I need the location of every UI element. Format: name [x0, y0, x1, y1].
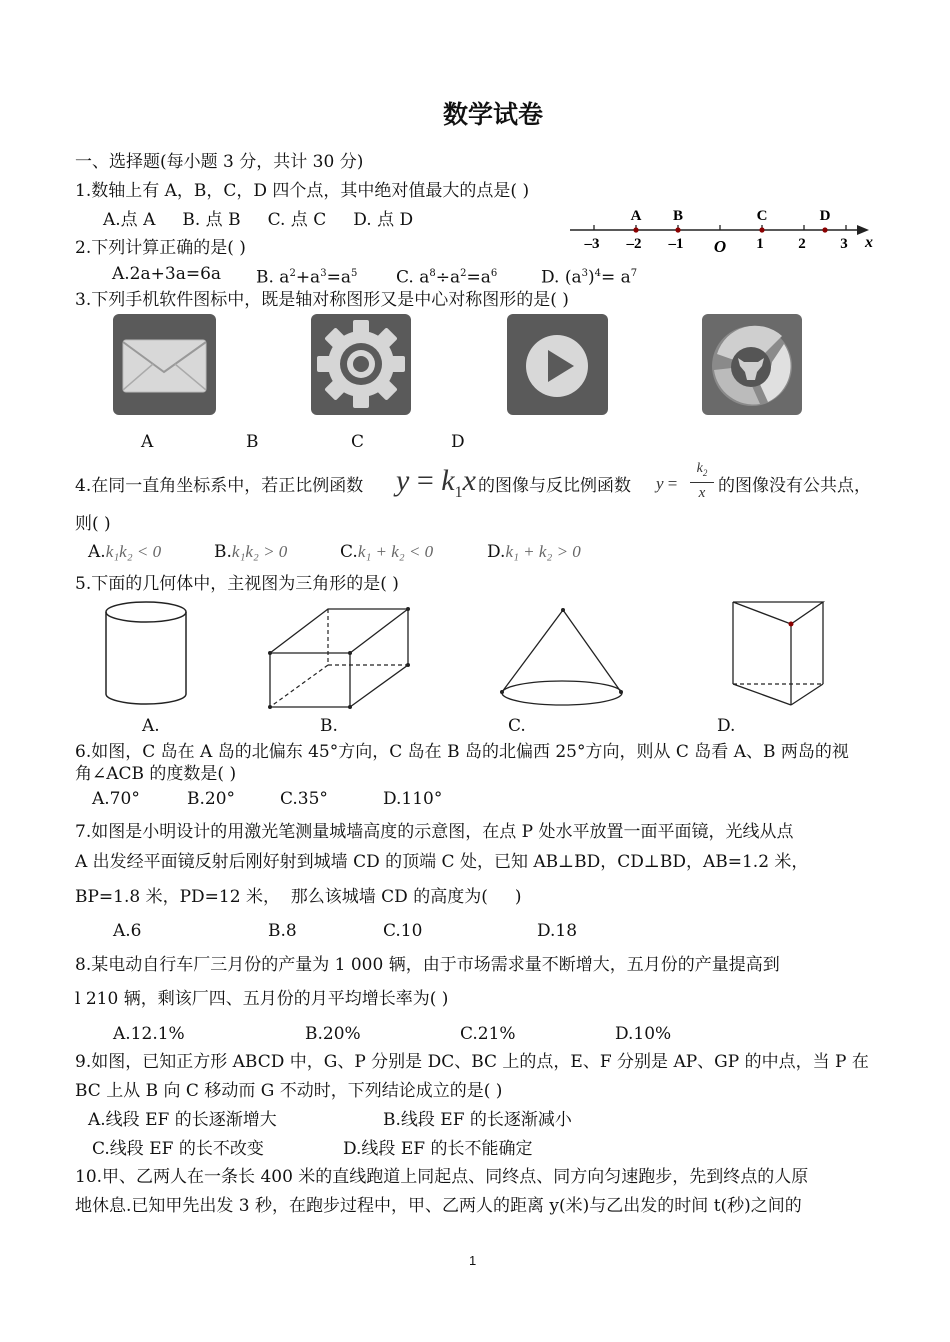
q5-label-c: C. — [508, 716, 526, 736]
q7-option-a: A.6 — [113, 921, 142, 941]
q7-line2: A 出发经平面镜反射后刚好射到城墙 CD 的顶端 C 处，已知 AB⊥BD，CD⊥BD，AB=1.2 米， — [75, 852, 809, 872]
q9-option-c: C.线段 EF 的长不改变 — [92, 1139, 264, 1159]
section-heading: 一、选择题(每小题 3 分，共计 30 分) — [75, 152, 364, 172]
point-b — [675, 227, 680, 232]
q9-option-a: A.线段 EF 的长逐渐增大 — [88, 1110, 277, 1130]
tick-label: 2 — [798, 236, 806, 252]
tick-label: –3 — [584, 236, 600, 252]
point-d — [822, 227, 827, 232]
q2-stem: 2.下列计算正确的是( ) — [75, 238, 246, 258]
q2-option-d: D. $(a^3)^4= a^7$ — [541, 267, 638, 288]
triangular-prism-figure — [728, 597, 828, 709]
cuboid-figure — [265, 605, 415, 710]
q3-label-c: C — [351, 432, 365, 452]
bull-logo-icon — [702, 314, 802, 415]
q6-option-c: C.35° — [280, 789, 328, 809]
tick-label: O — [713, 237, 727, 256]
q2-option-c: C. $a^8\div a^2=a^6$ — [396, 267, 498, 288]
q6-line2: 角∠ACB 的度数是( ) — [75, 764, 237, 784]
q7-option-c: C.10 — [383, 921, 423, 941]
q8-line1: 8.某电动自行车厂三月份的产量为 1 000 辆，由于市场需求量不断增大，五月份的产量提高到 — [75, 955, 780, 975]
q3-label-b: B — [246, 432, 259, 452]
formula-inverse-proportion-y: y = — [656, 474, 678, 493]
q4-option-a: A.k₁k₂ < 0 — [88, 542, 162, 562]
play-icon — [507, 314, 608, 415]
q7-option-b: B.8 — [268, 921, 297, 941]
q4-stem-part3: 的图像没有公共点， — [718, 476, 871, 496]
q9-line1: 9.如图，已知正方形 ABCD 中，G、P 分别是 DC、BC 上的点，E、F 分别是 AP、GP 的中点，当 P 在 — [75, 1052, 869, 1072]
q7-option-d: D.18 — [537, 921, 578, 941]
q7-line1: 7.如图是小明设计的用激光笔测量城墙高度的示意图，在点 P 处水平放置一面平面镜，光线从点 — [75, 822, 794, 842]
axis-x-label: x — [865, 234, 873, 251]
q4-option-c: C.k₁ + k₂ < 0 — [340, 542, 434, 562]
q5-stem: 5.下面的几何体中，主视图为三角形的是( ) — [75, 574, 399, 594]
q3-label-d: D — [451, 432, 465, 452]
q8-option-b: B.20% — [305, 1024, 361, 1044]
q6-option-b: B.20° — [187, 789, 236, 809]
q6-line1: 6.如图，C 岛在 A 岛的北偏东 45°方向，C 岛在 B 岛的北偏西 25°方向，则从 C 岛看 A、B 两岛的视 — [75, 742, 849, 762]
point-label-d: D — [819, 208, 831, 224]
q8-line2: l 210 辆，剩该厂四、五月份的月平均增长率为( ) — [75, 989, 449, 1009]
q6-option-d: D.110° — [383, 789, 443, 809]
q5-label-b: B. — [320, 716, 338, 736]
q5-label-d: D. — [717, 716, 736, 736]
q4-stem-part1: 4.在同一直角坐标系中，若正比例函数 — [75, 476, 364, 496]
q8-option-c: C.21% — [460, 1024, 516, 1044]
q2-option-b: B. $a^2+a^3=a^5$ — [256, 267, 358, 288]
envelope-icon — [113, 314, 216, 415]
q7-line3: BP=1.8 米，PD=12 米， 那么该城墙 CD 的高度为( ) — [75, 887, 522, 907]
point-a — [633, 227, 638, 232]
q2-option-a: A.2a+3a=6a — [112, 264, 222, 284]
point-c — [759, 227, 764, 232]
point-label-b: B — [672, 208, 684, 224]
q9-option-b: B.线段 EF 的长逐渐减小 — [383, 1110, 572, 1130]
page-title: 数学试卷 — [443, 100, 544, 129]
q3-stem: 3.下列手机软件图标中，既是轴对称图形又是中心对称图形的是( ) — [75, 290, 569, 310]
q8-option-d: D.10% — [615, 1024, 672, 1044]
tick-label: 1 — [756, 236, 764, 252]
page-number: 1 — [469, 1253, 477, 1268]
q10-line1: 10.甲、乙两人在一条长 400 米的直线跑道上同起点、同终点、同方向匀速跑步，先到终点的人原 — [75, 1167, 809, 1187]
q9-option-d: D.线段 EF 的长不能确定 — [343, 1139, 533, 1159]
tick-label: 3 — [840, 236, 848, 252]
point-label-a: A — [630, 208, 642, 224]
cone-figure — [497, 605, 629, 710]
point-label-c: C — [756, 208, 768, 224]
formula-inverse-proportion-fraction: $k_2$ x — [690, 460, 714, 503]
gear-icon — [311, 314, 411, 415]
number-line — [565, 200, 885, 260]
q8-option-a: A.12.1% — [113, 1024, 185, 1044]
q4-stem-part2: 的图像与反比例函数 — [478, 476, 631, 496]
q1-options: A.点 A B. 点 B C. 点 C D. 点 D — [103, 210, 414, 230]
q4-option-d: D.k₁ + k₂ > 0 — [487, 542, 581, 562]
q1-stem: 1.数轴上有 A，B，C，D 四个点，其中绝对值最大的点是( ) — [75, 181, 530, 201]
q9-line2: BC 上从 B 向 C 移动而 G 不动时，下列结论成立的是( ) — [75, 1081, 503, 1101]
cylinder-figure — [100, 598, 192, 710]
formula-direct-proportion: $y = k_1x$ — [396, 464, 476, 501]
q6-option-a: A.70° — [92, 789, 140, 809]
tick-label: –2 — [626, 236, 642, 252]
q4-stem-line2: 则( ) — [75, 514, 111, 534]
q3-label-a: A — [141, 432, 154, 452]
tick-label: –1 — [668, 236, 684, 252]
q5-label-a: A. — [142, 716, 160, 736]
q10-line2: 地休息.已知甲先出发 3 秒，在跑步过程中，甲、乙两人的距离 y(米)与乙出发的时间 t(秒)之间的 — [75, 1196, 802, 1216]
q4-option-b: B.k₁k₂ > 0 — [214, 542, 288, 562]
